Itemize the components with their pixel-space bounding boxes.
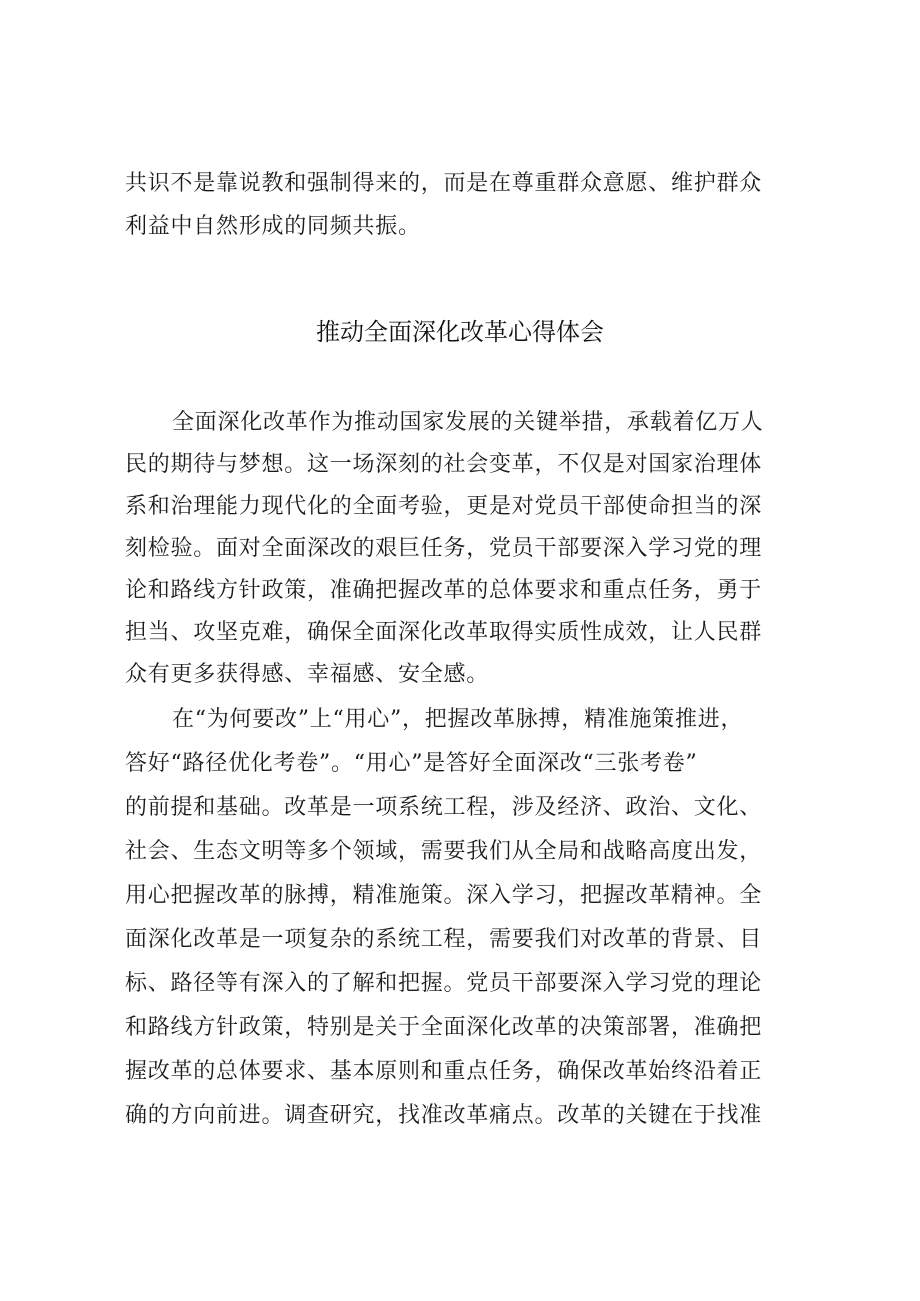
paragraph-1-line: 刻检验。面对全面深改的艰巨任务，党员干部要深入学习党的理 bbox=[125, 536, 763, 561]
paragraph-2-line: 用心把握改革的脉搏，精准施策。深入学习，把握改革精神。全 bbox=[125, 883, 763, 908]
paragraph-1-line: 系和治理能力现代化的全面考验，更是对党员干部使命担当的深 bbox=[125, 494, 763, 519]
paragraph-2-line: 在“为何要改”上“用心”，把握改革脉搏，精准施策推进， bbox=[172, 707, 744, 732]
paragraph-2-line: 握改革的总体要求、基本原则和重点任务，确保改革始终沿着正 bbox=[125, 1059, 763, 1084]
intro-line: 利益中自然形成的同频共振。 bbox=[125, 214, 421, 239]
intro-line: 共识不是靠说教和强制得来的，而是在尊重群众意愿、维护群众 bbox=[125, 171, 763, 196]
paragraph-2-line: 和路线方针政策，特别是关于全面深化改革的决策部署，准确把 bbox=[125, 1015, 763, 1040]
paragraph-2-line: 的前提和基础。改革是一项系统工程，涉及经济、政治、文化、 bbox=[125, 795, 763, 820]
paragraph-1-line: 众有更多获得感、幸福感、安全感。 bbox=[125, 662, 490, 687]
paragraph-1-line: 全面深化改革作为推动国家发展的关键举措，承载着亿万人 bbox=[172, 410, 764, 435]
paragraph-2-line: 标、路径等有深入的了解和把握。党员干部要深入学习党的理论 bbox=[125, 971, 763, 996]
paragraph-1-line: 民的期待与梦想。这一场深刻的社会变革，不仅是对国家治理体 bbox=[125, 452, 763, 477]
paragraph-2-line: 确的方向前进。调查研究，找准改革痛点。改革的关键在于找准 bbox=[125, 1103, 763, 1128]
paragraph-2-line: 面深化改革是一项复杂的系统工程，需要我们对改革的背景、目 bbox=[125, 927, 763, 952]
document-title: 推动全面深化改革心得体会 bbox=[316, 318, 604, 346]
paragraph-1-line: 担当、攻坚克难，确保全面深化改革取得实质性成效，让人民群 bbox=[125, 620, 763, 645]
paragraph-2-line: 社会、生态文明等多个领域，需要我们从全局和战略高度出发， bbox=[125, 839, 763, 864]
paragraph-1-line: 论和路线方针政策，准确把握改革的总体要求和重点任务，勇于 bbox=[125, 578, 763, 603]
paragraph-2-line: 答好“路径优化考卷”。“用心”是答好全面深改“三张考卷” bbox=[125, 751, 698, 776]
